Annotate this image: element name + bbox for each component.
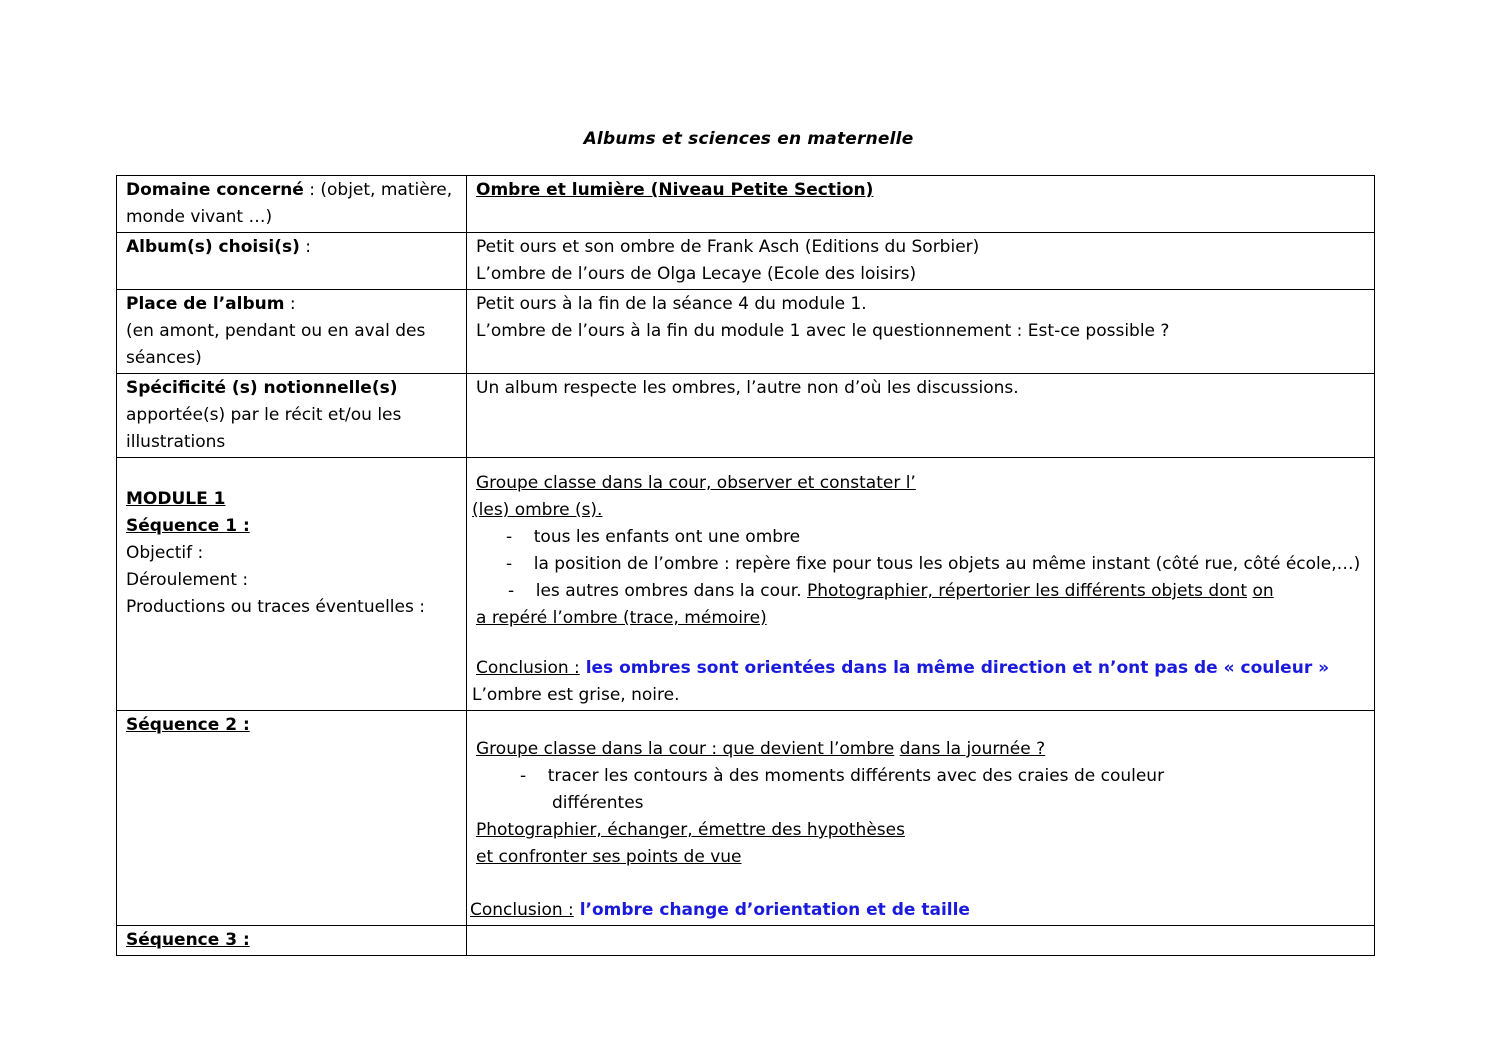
module1-intro-2: (les) ombre (s). [472, 500, 603, 520]
place-label-2: (en amont, pendant ou en aval des séances) [126, 321, 426, 368]
domaine-label-cell [117, 176, 467, 233]
row-domaine [117, 176, 1375, 233]
sequence2-label-cell [117, 711, 467, 926]
module-title: MODULE 1 [126, 489, 226, 509]
album-value-1: Petit ours et son ombre de Frank Asch (Editions du Sorbier) [476, 237, 980, 257]
specificite-value-cell [467, 374, 1375, 458]
document-title: Albums et sciences en maternelle [583, 129, 914, 149]
specificite-label-2: apportée(s) par le récit et/ou les illustrations [126, 405, 402, 452]
row-sequence3 [117, 926, 1375, 956]
sequence2-value-cell [467, 711, 1375, 926]
deroulement-label: Déroulement : [126, 570, 249, 590]
module1-bullet-3-u1: Photographier, répertorier les différents objets dont [807, 581, 1248, 601]
album-value-2: L’ombre de l’ours de Olga Lecaye (Ecole des loisirs) [476, 264, 917, 284]
sequence2-line-2: et confronter ses points de vue [476, 847, 742, 867]
objectif-label: Objectif : [126, 543, 204, 563]
sequence-2-label: Séquence 2 : [126, 715, 250, 735]
sequence3-label-cell [117, 926, 467, 956]
productions-label: Productions ou traces éventuelles : [126, 597, 425, 617]
module1-conclusion-label: Conclusion : [476, 658, 580, 678]
sequence2-line-1: Photographier, échanger, émettre des hypothèses [476, 820, 905, 840]
place-label: Place de l’album [126, 294, 285, 314]
sequence-3-label: Séquence 3 : [126, 930, 250, 950]
row-sequence2 [117, 711, 1375, 926]
sequence2-intro [476, 736, 1365, 763]
row-specificite [117, 374, 1375, 458]
sequence2-conclusion-label: Conclusion : [470, 900, 574, 920]
module1-bullet-3-u2: on [1252, 581, 1274, 601]
module1-bullet-2-text: la position de l’ombre : repère fixe pour tous les objets au même instant (côté rue, côté école,…) [533, 554, 1361, 574]
module1-bullet-1: - tous les enfants ont une ombre [506, 527, 801, 547]
domaine-label: Domaine concerné [126, 180, 304, 200]
album-label-rest: : [299, 237, 311, 257]
module1-bullet-3-plain: les autres ombres dans la cour. [535, 581, 808, 601]
album-value-cell [467, 233, 1375, 290]
sequence2-intro-u2: dans la journée ? [899, 739, 1046, 759]
sequence2-conclusion [470, 897, 1365, 924]
row-album [117, 233, 1375, 290]
module1-intro-1: Groupe classe dans la cour, observer et constater l’ [476, 473, 916, 493]
specificite-label: Spécificité (s) notionnelle(s) [126, 378, 398, 398]
module1-bullet-3: - les autres ombres dans la cour. Photographier, répertorier les différents objets dont on a repéré l’ombre (trace, mémoire) [476, 581, 1274, 628]
sequence2-intro-u1: Groupe classe dans la cour : que devient l’ombre [476, 739, 895, 759]
sequence2-bullet-1: - tracer les contours à des moments différents avec des craies de couleur différentes [520, 766, 1165, 813]
domaine-value-cell [467, 176, 1375, 233]
specificite-value: Un album respecte les ombres, l’autre non d’où les discussions. [476, 378, 1019, 398]
place-label-rest: : [284, 294, 296, 314]
lesson-table [116, 175, 1375, 956]
place-value-1: Petit ours à la fin de la séance 4 du module 1. [476, 294, 867, 314]
module1-label-cell [117, 458, 467, 711]
sequence3-value-cell [467, 926, 1375, 956]
domaine-label-rest: : (objet, matière, monde vivant …) [126, 180, 453, 227]
module1-bullet-2: - la position de l’ombre : repère fixe pour tous les objets au même instant (côté rue, côté école,…) [506, 554, 1361, 574]
place-label-cell [117, 290, 467, 374]
module1-value-cell [467, 458, 1375, 711]
place-value-2: L’ombre de l’ours à la fin du module 1 avec le questionnement : Est-ce possible ? [476, 321, 1170, 341]
row-module1 [117, 458, 1375, 711]
module1-bullet-3-u3: a repéré l’ombre (trace, mémoire) [476, 608, 767, 628]
module1-conclusion [476, 655, 1365, 682]
sequence2-conclusion-text: l’ombre change d’orientation et de taille [573, 900, 970, 920]
sequence2-bullet-1-text: tracer les contours à des moments différents avec des craies de couleur différentes [547, 766, 1165, 813]
module1-bullet-1-text: tous les enfants ont une ombre [533, 527, 801, 547]
place-value-cell [467, 290, 1375, 374]
album-label-cell [117, 233, 467, 290]
module1-conclusion-2: L’ombre est grise, noire. [472, 685, 680, 705]
album-label: Album(s) choisi(s) [126, 237, 300, 257]
specificite-label-cell [117, 374, 467, 458]
row-place [117, 290, 1375, 374]
module1-conclusion-text: les ombres sont orientées dans la même direction et n’ont pas de « couleur » [579, 658, 1330, 678]
domaine-value: Ombre et lumière (Niveau Petite Section) [476, 180, 874, 200]
sequence-1-label: Séquence 1 : [126, 516, 250, 536]
